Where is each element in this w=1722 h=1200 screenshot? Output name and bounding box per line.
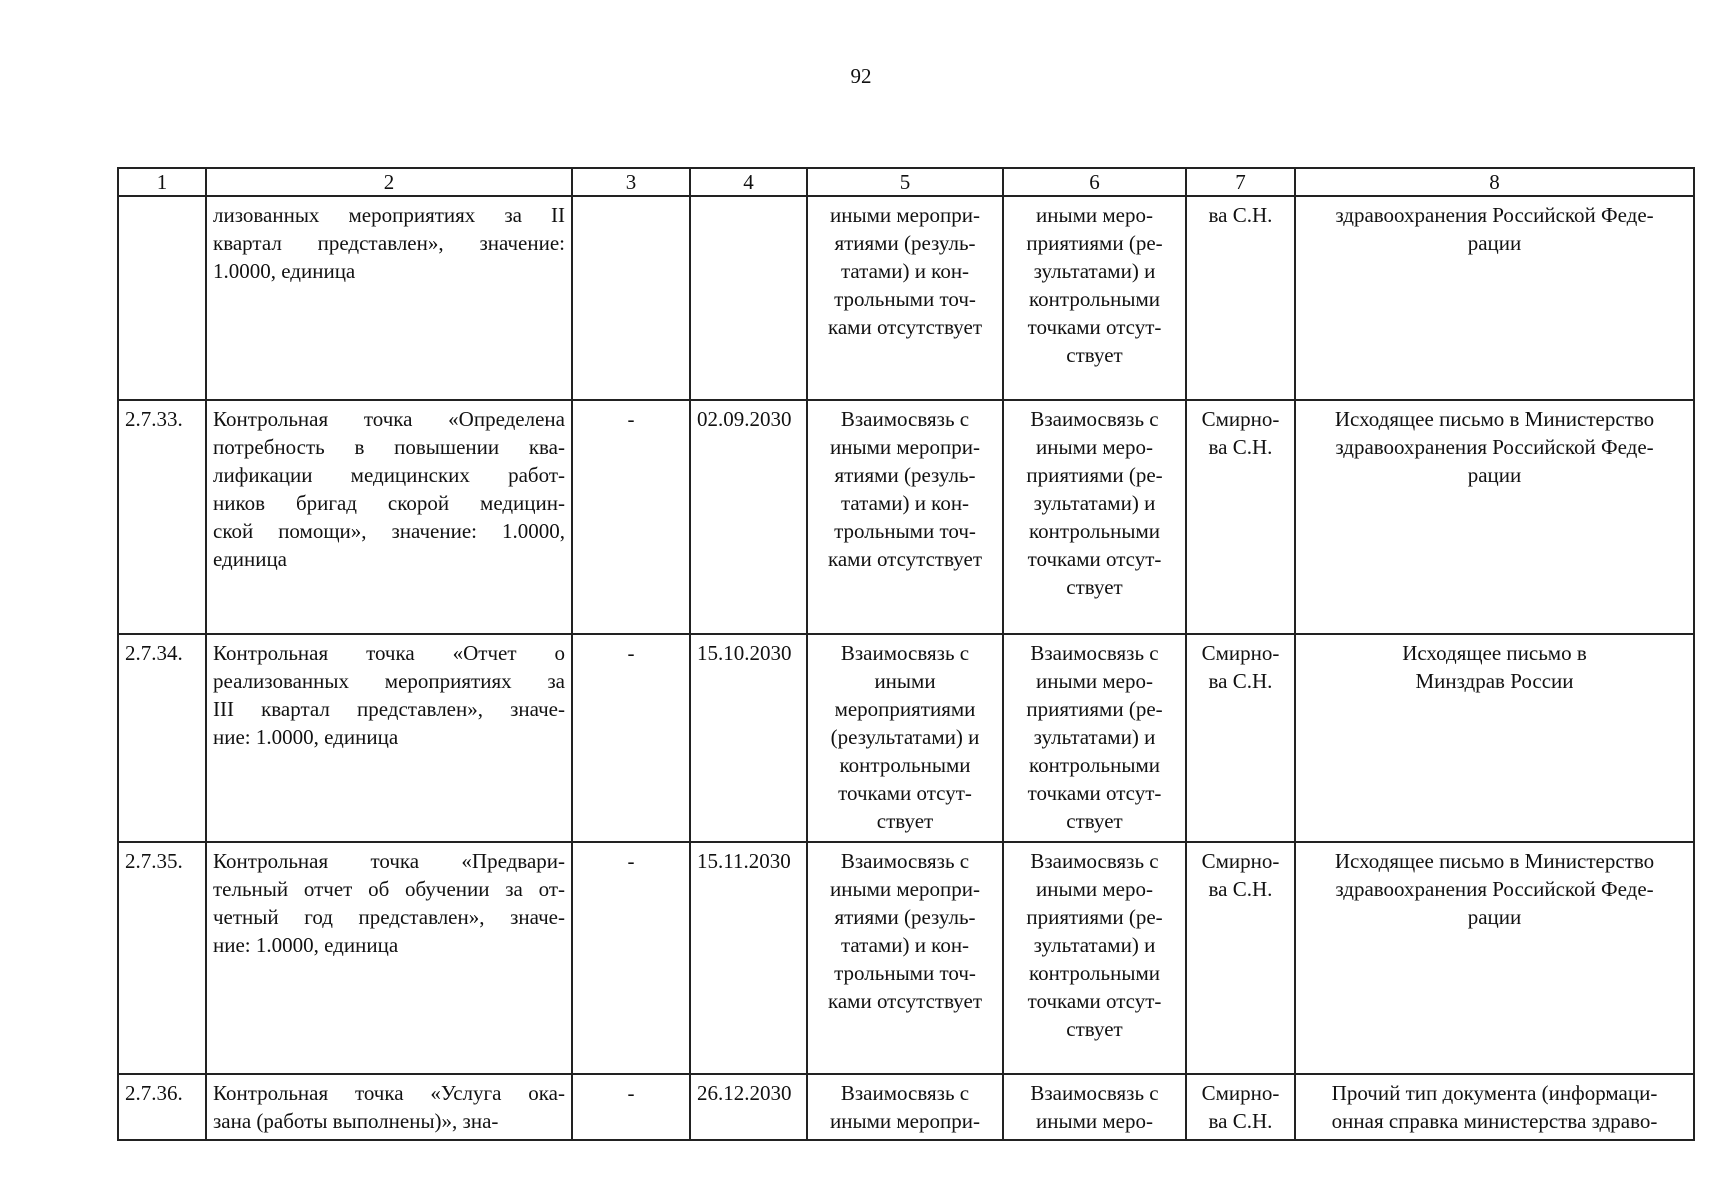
- relation-alt-cell: [1003, 634, 1186, 842]
- relation-cell-line: ятиями (резуль-: [834, 463, 976, 487]
- relation-cell-line: ками отсутствует: [827, 547, 983, 571]
- document-type-cell-line: Прочий тип документа (информаци-: [1331, 1081, 1658, 1105]
- row-number-cell: 2.7.34.: [118, 634, 206, 842]
- event-name-cell-line: 1.0000, единица: [213, 259, 356, 283]
- table-row: [118, 400, 1694, 634]
- date-cell: 02.09.2030: [690, 400, 807, 634]
- document-type-cell-line: здравоохранения Российской Феде-: [1335, 435, 1654, 459]
- relation-cell: [807, 400, 1003, 634]
- relation-alt-cell-line: Взаимосвязь с: [1030, 407, 1159, 431]
- relation-alt-cell-line: иными меро-: [1036, 1109, 1153, 1133]
- relation-alt-cell: [1003, 196, 1186, 400]
- col3-cell: -: [572, 400, 690, 634]
- document-type-cell: [1295, 400, 1694, 634]
- event-name-cell-line: Контрольная точка «Услуга ока-: [213, 1081, 565, 1105]
- date-cell: 15.11.2030: [690, 842, 807, 1074]
- relation-alt-cell: [1003, 400, 1186, 634]
- row-number-cell: 2.7.33.: [118, 400, 206, 634]
- document-type-cell-line: рации: [1467, 463, 1522, 487]
- relation-alt-cell-line: ствует: [1066, 809, 1123, 833]
- document-table: [117, 167, 1695, 1141]
- header-cell-4: 4: [690, 168, 807, 196]
- table-row: [118, 1074, 1694, 1140]
- header-cell-6: 6: [1003, 168, 1186, 196]
- relation-alt-cell-line: контрольными: [1029, 519, 1160, 543]
- relation-alt-cell-line: контрольными: [1029, 753, 1160, 777]
- relation-cell-line: Взаимосвязь с: [840, 849, 970, 873]
- relation-cell-line: иными меропри-: [830, 203, 980, 227]
- relation-alt-cell-line: точками отсут-: [1027, 989, 1162, 1013]
- event-name-cell: [206, 842, 572, 1074]
- relation-cell-line: трольными точ-: [834, 519, 976, 543]
- header-cell-7: 7: [1186, 168, 1295, 196]
- header-cell-2: 2: [206, 168, 572, 196]
- relation-alt-cell-line: иными меро-: [1036, 435, 1153, 459]
- event-name-cell-line: зана (работы выполнены)», зна-: [213, 1109, 499, 1133]
- event-name-cell: [206, 634, 572, 842]
- relation-cell-line: татами) и кон-: [840, 259, 970, 283]
- header-cell-3: 3: [572, 168, 690, 196]
- responsible-cell: [1186, 842, 1295, 1074]
- responsible-cell-line: Смирно-: [1201, 1081, 1280, 1105]
- document-type-cell-line: Исходящее письмо в Министерство: [1334, 849, 1655, 873]
- relation-alt-cell-line: зультатами) и: [1033, 491, 1156, 515]
- col3-cell: -: [572, 634, 690, 842]
- relation-alt-cell-line: Взаимосвязь с: [1030, 849, 1159, 873]
- relation-alt-cell-line: приятиями (ре-: [1026, 697, 1163, 721]
- relation-cell-line: точками отсут-: [838, 781, 972, 805]
- relation-alt-cell-line: точками отсут-: [1027, 315, 1162, 339]
- responsible-cell-line: ва С.Н.: [1208, 877, 1273, 901]
- row-number-cell: 2.7.36.: [118, 1074, 206, 1140]
- table-row: [118, 196, 1694, 400]
- relation-alt-cell-line: зультатами) и: [1033, 725, 1156, 749]
- relation-cell-line: Взаимосвязь с: [840, 407, 970, 431]
- relation-alt-cell-line: иными меро-: [1036, 877, 1153, 901]
- responsible-cell-line: ва С.Н.: [1208, 435, 1273, 459]
- table-body: [118, 196, 1694, 1140]
- relation-alt-cell-line: приятиями (ре-: [1026, 905, 1163, 929]
- col3-cell: -: [572, 842, 690, 1074]
- event-name-cell-line: лизованных мероприятиях за II: [213, 203, 565, 227]
- relation-alt-cell-line: контрольными: [1029, 961, 1160, 985]
- relation-alt-cell-line: зультатами) и: [1033, 933, 1156, 957]
- event-name-cell-line: лификации медицинских работ-: [213, 463, 565, 487]
- page-number: 92: [850, 64, 872, 88]
- relation-alt-cell: [1003, 1074, 1186, 1140]
- row-number-cell: [118, 196, 206, 400]
- relation-cell: [807, 1074, 1003, 1140]
- relation-cell-line: контрольными: [839, 753, 971, 777]
- relation-cell-line: иными меропри-: [830, 1109, 980, 1133]
- responsible-cell: [1186, 634, 1295, 842]
- event-name-cell-line: четный год представлен», значе-: [213, 905, 565, 929]
- event-name-cell-line: ской помощи», значение: 1.0000,: [213, 519, 565, 543]
- relation-cell-line: Взаимосвязь с: [840, 1081, 970, 1105]
- header-cell-5: 5: [807, 168, 1003, 196]
- responsible-cell-line: Смирно-: [1201, 641, 1280, 665]
- relation-cell: [807, 196, 1003, 400]
- relation-cell-line: трольными точ-: [834, 961, 976, 985]
- relation-alt-cell-line: ствует: [1066, 1017, 1123, 1041]
- relation-alt-cell-line: точками отсут-: [1027, 781, 1162, 805]
- relation-cell-line: татами) и кон-: [840, 933, 970, 957]
- relation-alt-cell-line: точками отсут-: [1027, 547, 1162, 571]
- relation-alt-cell-line: Взаимосвязь с: [1030, 641, 1159, 665]
- relation-alt-cell-line: зультатами) и: [1033, 259, 1156, 283]
- document-type-cell-line: рации: [1467, 231, 1522, 255]
- relation-alt-cell-line: ствует: [1066, 575, 1123, 599]
- col3-cell: -: [572, 1074, 690, 1140]
- responsible-cell: [1186, 1074, 1295, 1140]
- relation-cell-line: иными: [874, 669, 936, 693]
- relation-cell-line: ками отсутствует: [827, 989, 983, 1013]
- relation-cell-line: ятиями (резуль-: [834, 231, 976, 255]
- date-cell: 15.10.2030: [690, 634, 807, 842]
- document-type-cell-line: рации: [1467, 905, 1522, 929]
- document-type-cell-line: онная справка министерства здраво-: [1331, 1109, 1658, 1133]
- document-type-cell-line: Исходящее письмо в: [1402, 641, 1587, 665]
- document-type-cell: [1295, 196, 1694, 400]
- document-type-cell-line: здравоохранения Российской Феде-: [1335, 203, 1654, 227]
- responsible-cell-line: ва С.Н.: [1208, 203, 1273, 227]
- event-name-cell-line: Контрольная точка «Предвари-: [213, 849, 565, 873]
- relation-alt-cell-line: иными меро-: [1036, 203, 1153, 227]
- relation-alt-cell-line: приятиями (ре-: [1026, 231, 1163, 255]
- relation-cell: [807, 634, 1003, 842]
- header-cell-1: 1: [118, 168, 206, 196]
- document-type-cell: [1295, 842, 1694, 1074]
- document-type-cell: [1295, 634, 1694, 842]
- event-name-cell-line: III квартал представлен», значе-: [213, 697, 565, 721]
- event-name-cell-line: реализованных мероприятиях за: [213, 669, 565, 693]
- responsible-cell-line: ва С.Н.: [1208, 1109, 1273, 1133]
- responsible-cell: [1186, 196, 1295, 400]
- document-type-cell: [1295, 1074, 1694, 1140]
- header-cell-8: 8: [1295, 168, 1694, 196]
- event-name-cell-line: ние: 1.0000, единица: [213, 933, 399, 957]
- event-name-cell-line: ников бригад скорой медицин-: [213, 491, 565, 515]
- relation-alt-cell-line: иными меро-: [1036, 669, 1153, 693]
- table-row: [118, 842, 1694, 1074]
- relation-cell-line: иными меропри-: [830, 877, 980, 901]
- relation-alt-cell-line: приятиями (ре-: [1026, 463, 1163, 487]
- relation-cell-line: иными меропри-: [830, 435, 980, 459]
- event-name-cell-line: Контрольная точка «Определена: [213, 407, 565, 431]
- relation-cell-line: ятиями (резуль-: [834, 905, 976, 929]
- relation-cell-line: мероприятиями: [834, 697, 976, 721]
- relation-cell-line: ствует: [876, 809, 934, 833]
- document-type-cell-line: Исходящее письмо в Министерство: [1334, 407, 1655, 431]
- document-type-cell-line: здравоохранения Российской Феде-: [1335, 877, 1654, 901]
- relation-cell-line: ками отсутствует: [827, 315, 983, 339]
- relation-alt-cell: [1003, 842, 1186, 1074]
- header-row: [118, 168, 1694, 196]
- event-name-cell: [206, 400, 572, 634]
- col3-cell: [572, 196, 690, 400]
- event-name-cell-line: ние: 1.0000, единица: [213, 725, 399, 749]
- event-name-cell-line: единица: [213, 547, 288, 571]
- date-cell: [690, 196, 807, 400]
- event-name-cell-line: Контрольная точка «Отчет о: [213, 641, 565, 665]
- relation-cell: [807, 842, 1003, 1074]
- responsible-cell-line: ва С.Н.: [1208, 669, 1273, 693]
- event-name-cell: [206, 1074, 572, 1140]
- responsible-cell: [1186, 400, 1295, 634]
- responsible-cell-line: Смирно-: [1201, 407, 1280, 431]
- relation-cell-line: татами) и кон-: [840, 491, 970, 515]
- relation-cell-line: Взаимосвязь с: [840, 641, 970, 665]
- relation-alt-cell-line: Взаимосвязь с: [1030, 1081, 1159, 1105]
- event-name-cell-line: тельный отчет об обучении за от-: [213, 877, 565, 901]
- responsible-cell-line: Смирно-: [1201, 849, 1280, 873]
- relation-alt-cell-line: контрольными: [1029, 287, 1160, 311]
- table-row: [118, 634, 1694, 842]
- row-number-cell: 2.7.35.: [118, 842, 206, 1074]
- document-type-cell-line: Минздрав России: [1415, 669, 1574, 693]
- relation-alt-cell-line: ствует: [1066, 343, 1123, 367]
- event-name-cell-line: потребность в повышении ква-: [213, 435, 565, 459]
- date-cell: 26.12.2030: [690, 1074, 807, 1140]
- relation-cell-line: (результатами) и: [830, 725, 980, 749]
- event-name-cell-line: квартал представлен», значение:: [213, 231, 565, 255]
- relation-cell-line: трольными точ-: [834, 287, 976, 311]
- event-name-cell: [206, 196, 572, 400]
